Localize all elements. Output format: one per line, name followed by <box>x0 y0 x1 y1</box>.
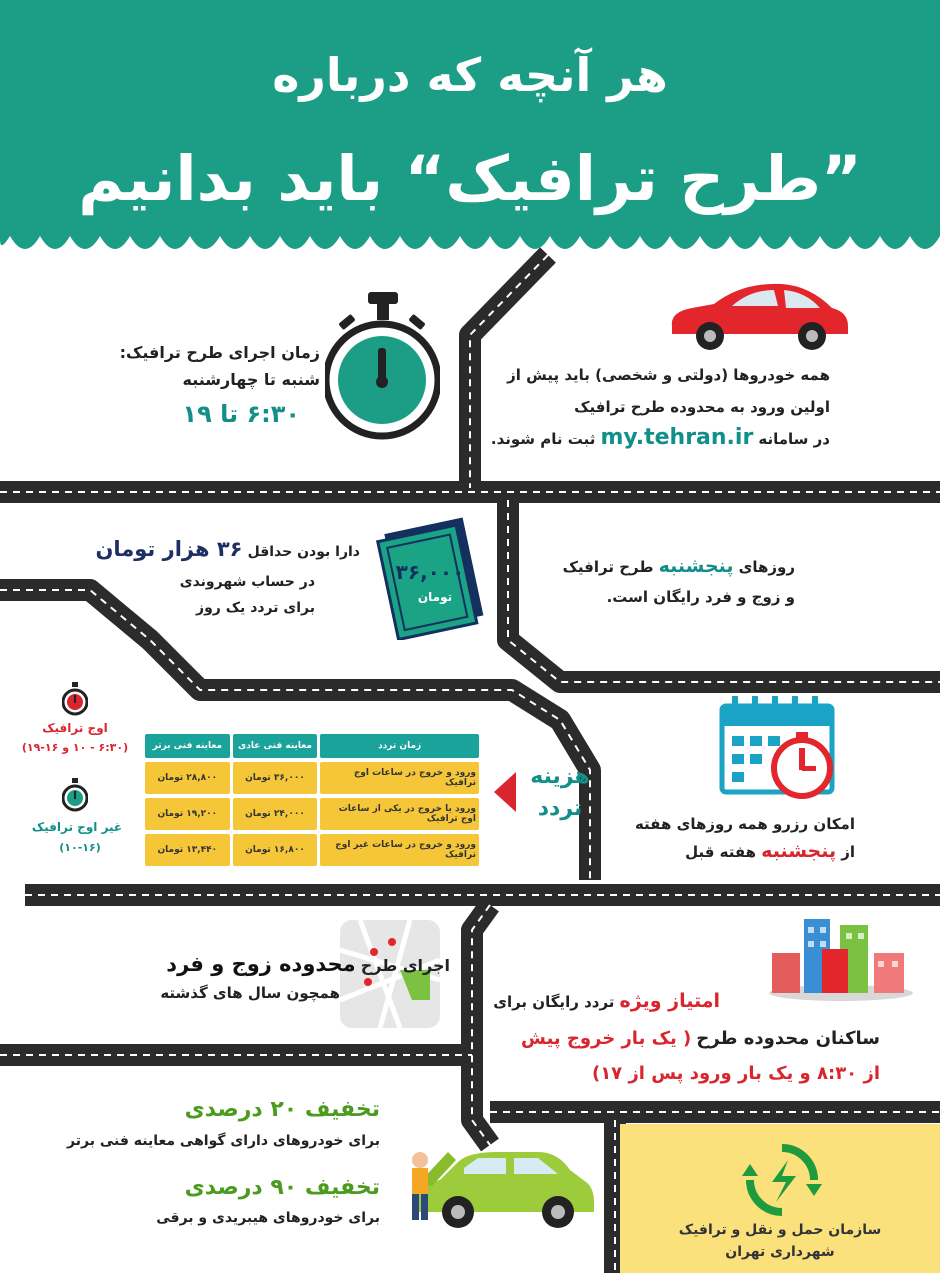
calendar-clock-icon <box>718 696 838 806</box>
offpeak-label: غیر اوج ترافیک <box>31 820 123 834</box>
residents-line-1 <box>270 990 720 1012</box>
bill-value: ۳۶,۰۰۰ <box>395 560 465 584</box>
table-cell: ۱۶,۸۰۰ تومان <box>233 834 318 866</box>
residents-line-2-red: ( یک بار خروج پیش <box>521 1028 692 1049</box>
discount-90-title: تخفیف ۹۰ درصدی <box>184 1175 380 1200</box>
balance-amount: ۳۶ هزار تومان <box>95 537 243 561</box>
residents-line-2-prefix: ساکنان محدوده طرح <box>696 1028 880 1049</box>
table-header-normal: معاینه فنی عادی <box>233 734 318 758</box>
title-line-2: ”طرح ترافیک“ باید بدانیم <box>78 142 862 215</box>
balance-line-1 <box>20 537 360 561</box>
table-cell: ورود و خروج در ساعات اوج ترافیک <box>320 762 479 794</box>
offpeak-hours: (۱۰-۱۶) <box>59 841 101 854</box>
recycle-arrows-logo <box>742 1140 822 1220</box>
schedule-label: زمان اجرای طرح ترافیک: <box>119 343 320 362</box>
registration-line-2: اولین ورود به محدوده طرح ترافیک <box>574 398 830 416</box>
table-cell: ورود و خروج در ساعات غیر اوج ترافیک <box>320 834 479 866</box>
reserve-day: پنجشنبه <box>761 840 837 862</box>
reserve-line-2 <box>595 840 855 862</box>
residents-line-1-rest: تردد رایگان برای <box>493 993 615 1011</box>
table-header-time: زمان تردد <box>320 734 479 758</box>
odd-even-prefix: اجرای طرح <box>360 956 450 975</box>
table-row <box>145 798 479 830</box>
balance-line-2: در حساب شهروندی <box>179 574 315 590</box>
registration-site-link[interactable]: my.tehran.ir <box>600 425 754 450</box>
schedule-hours: ۶:۳۰ تا ۱۹ <box>182 400 300 428</box>
odd-even-line-1 <box>30 952 450 976</box>
fare-title-2: تردد <box>537 796 583 821</box>
table-row <box>145 762 479 794</box>
schedule-days: شنبه تا چهارشنبه <box>182 370 320 389</box>
mechanic-car-icon <box>398 1140 598 1235</box>
discount-20-title: تخفیف ۲۰ درصدی <box>184 1097 380 1122</box>
peak-label: اوج ترافیک <box>42 721 108 735</box>
odd-even-highlight: محدوده زوج و فرد <box>166 952 356 976</box>
bill-unit: تومان <box>417 590 453 604</box>
thursday-prefix: روزهای <box>738 558 795 576</box>
table-cell: ۳۶,۰۰۰ تومان <box>233 762 318 794</box>
offpeak-stopwatch-icon <box>62 778 88 812</box>
fare-title-1: هزینه <box>530 764 590 789</box>
table-header-premium: معاینه فنی برتر <box>145 734 230 758</box>
discount-20-text: برای خودروهای دارای گواهی معاینه فنی برتر <box>67 1133 380 1149</box>
thursday-line-2: و زوج و فرد رایگان است. <box>606 588 795 606</box>
red-arrow-icon <box>494 772 516 812</box>
registration-prefix: در سامانه <box>758 430 830 448</box>
thursday-day: پنجشنبه <box>658 555 734 577</box>
residents-line-2 <box>420 1028 880 1049</box>
residents-line-3: از ۸:۳۰ و یک بار ورود پس از ۱۷) <box>591 1063 880 1084</box>
balance-prefix: دارا بودن حداقل <box>247 544 360 560</box>
registration-line-3 <box>410 425 830 450</box>
registration-line-1: همه خودروها (دولتی و شخصی) باید پیش از <box>507 366 830 384</box>
thursday-suffix: طرح ترافیک <box>562 558 654 576</box>
residents-highlight: امتیاز ویژه <box>619 990 720 1012</box>
thursday-line-1 <box>495 555 795 577</box>
reserve-line-1: امکان رزرو همه روزهای هفته <box>634 815 855 833</box>
odd-even-line-2: همچون سال های گذشته <box>160 984 340 1002</box>
reserve-prefix: از <box>841 843 855 861</box>
table-cell: ۲۸,۸۰۰ تومان <box>145 762 230 794</box>
reserve-suffix: هفته قبل <box>685 843 757 861</box>
balance-line-3: برای تردد یک روز <box>196 600 315 616</box>
table-cell: ۱۳,۴۴۰ تومان <box>145 834 230 866</box>
buildings-icon <box>766 913 916 1003</box>
red-car-icon <box>662 276 852 356</box>
title-line-1: هر آنچه که درباره <box>272 48 668 102</box>
table-row <box>145 834 479 866</box>
footer-org-2: شهرداری تهران <box>725 1244 835 1260</box>
footer-org-1: سازمان حمل و نقل و ترافیک <box>678 1222 882 1238</box>
table-cell: ورود یا خروج در یکی از ساعات اوج ترافیک <box>320 798 479 830</box>
peak-stopwatch-icon <box>62 682 88 716</box>
fare-table <box>142 730 482 870</box>
table-header-row <box>145 734 479 758</box>
table-cell: ۲۴,۰۰۰ تومان <box>233 798 318 830</box>
peak-hours: (۶:۳۰ - ۱۰ و ۱۶-۱۹) <box>21 741 129 754</box>
table-cell: ۱۹,۲۰۰ تومان <box>145 798 230 830</box>
discount-90-text: برای خودروهای هیبریدی و برقی <box>156 1210 380 1226</box>
registration-suffix: ثبت نام شوند. <box>490 430 596 448</box>
